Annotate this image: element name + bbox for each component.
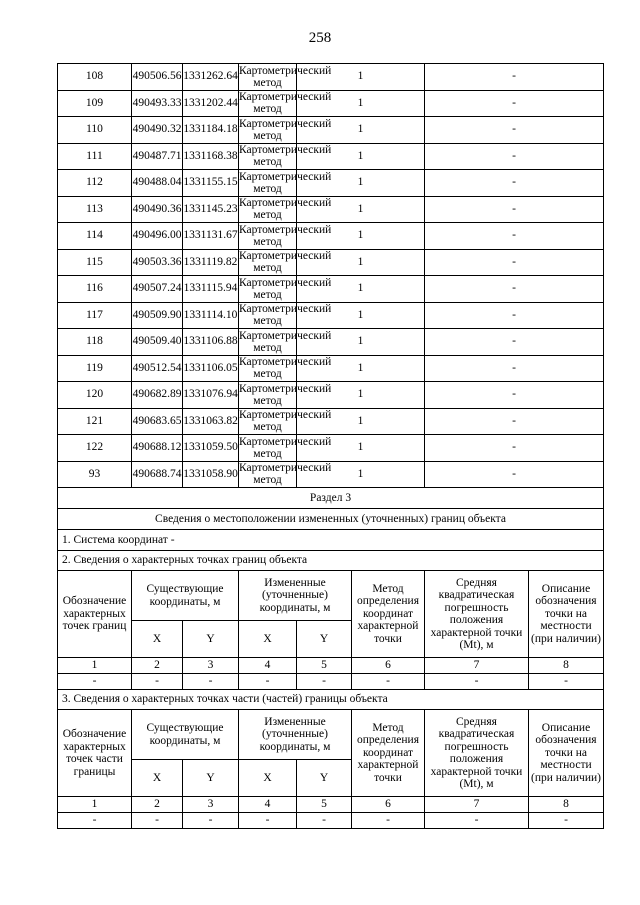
accuracy: 1 bbox=[297, 196, 425, 223]
h2-method: Метод определения координат характерной точки bbox=[352, 571, 425, 658]
coord-x: 490509.90 bbox=[132, 302, 183, 329]
description: - bbox=[425, 143, 604, 170]
description: - bbox=[425, 276, 604, 303]
point-number: 119 bbox=[58, 355, 132, 382]
point-number: 108 bbox=[58, 64, 132, 91]
method: Картометрический метод bbox=[239, 250, 332, 275]
accuracy: 1 bbox=[297, 249, 425, 276]
point-row bbox=[58, 435, 604, 462]
coord-x: 490688.12 bbox=[132, 435, 183, 462]
coord-y: 1331106.05 bbox=[183, 355, 239, 382]
coord-y: 1331202.44 bbox=[183, 90, 239, 117]
h3-method: Метод определения координат характерной точки bbox=[352, 710, 425, 797]
point-row bbox=[58, 302, 604, 329]
method: Картометрический метод bbox=[239, 276, 332, 301]
points-body bbox=[58, 64, 604, 488]
point-row bbox=[58, 90, 604, 117]
empty-row-2: - - - - - - - - bbox=[58, 674, 604, 690]
coord-x: 490493.33 bbox=[132, 90, 183, 117]
description: - bbox=[425, 435, 604, 462]
description: - bbox=[425, 355, 604, 382]
method: Картометрический метод bbox=[239, 64, 332, 89]
point-row bbox=[58, 249, 604, 276]
coord-y: 1331145.23 bbox=[183, 196, 239, 223]
point-number: 110 bbox=[58, 117, 132, 144]
page-number: 258 bbox=[308, 30, 332, 46]
method: Картометрический метод bbox=[239, 462, 332, 487]
coord-y: 1331155.15 bbox=[183, 170, 239, 197]
coord-x: 490503.36 bbox=[132, 249, 183, 276]
h3-accuracy: Средняя квадратическая погрешность положения характерной точки (Mt), м bbox=[425, 710, 529, 797]
h3-description: Описание обозначения точки на местности (при наличии) bbox=[529, 710, 604, 797]
coord-y: 1331058.90 bbox=[183, 461, 239, 488]
point-number: 115 bbox=[58, 249, 132, 276]
point-row bbox=[58, 276, 604, 303]
section-subtitle: Сведения о местоположении измененных (уточненных) границ объекта bbox=[58, 509, 604, 530]
method: Картометрический метод bbox=[239, 382, 332, 407]
description: - bbox=[425, 223, 604, 250]
coord-x: 490682.89 bbox=[132, 382, 183, 409]
accuracy: 1 bbox=[297, 408, 425, 435]
empty-row-3: - - - - - - - - bbox=[58, 813, 604, 829]
point-row bbox=[58, 223, 604, 250]
description: - bbox=[425, 64, 604, 91]
coord-y: 1331115.94 bbox=[183, 276, 239, 303]
h3-ch-x: X bbox=[239, 760, 297, 797]
point-number: 93 bbox=[58, 461, 132, 488]
description: - bbox=[425, 249, 604, 276]
accuracy: 1 bbox=[297, 461, 425, 488]
point-number: 109 bbox=[58, 90, 132, 117]
coord-x: 490506.56 bbox=[132, 64, 183, 91]
coord-x: 490507.24 bbox=[132, 276, 183, 303]
point-number: 111 bbox=[58, 143, 132, 170]
point-row bbox=[58, 117, 604, 144]
col-numbers-2: 1 2 3 4 5 6 7 8 bbox=[58, 658, 604, 674]
coord-x: 490490.36 bbox=[132, 196, 183, 223]
h3-changed: Измененные (уточненные) координаты, м bbox=[239, 710, 352, 760]
coord-x: 490509.40 bbox=[132, 329, 183, 356]
method: Картометрический метод bbox=[239, 91, 332, 116]
description: - bbox=[425, 170, 604, 197]
accuracy: 1 bbox=[297, 435, 425, 462]
section-title: Раздел 3 bbox=[58, 488, 604, 509]
point-row bbox=[58, 355, 604, 382]
coord-y: 1331119.82 bbox=[183, 249, 239, 276]
coord-y: 1331262.64 bbox=[183, 64, 239, 91]
point-number: 121 bbox=[58, 408, 132, 435]
h3-designation: Обозначение характерных точек части границы bbox=[58, 710, 132, 797]
h3-ex-x: X bbox=[132, 760, 183, 797]
description: - bbox=[425, 461, 604, 488]
coord-y: 1331076.94 bbox=[183, 382, 239, 409]
method: Картометрический метод bbox=[239, 144, 332, 169]
h2-ex-y: Y bbox=[183, 621, 239, 658]
point-row bbox=[58, 196, 604, 223]
coord-y: 1331063.82 bbox=[183, 408, 239, 435]
point-row bbox=[58, 143, 604, 170]
coord-y: 1331184.18 bbox=[183, 117, 239, 144]
method: Картометрический метод bbox=[239, 329, 332, 354]
description: - bbox=[425, 302, 604, 329]
accuracy: 1 bbox=[297, 276, 425, 303]
part3-title: 3. Сведения о характерных точках части (частей) границы объекта bbox=[58, 690, 604, 710]
point-number: 112 bbox=[58, 170, 132, 197]
h2-description: Описание обозначения точки на местности (при наличии) bbox=[529, 571, 604, 658]
part2-title: 2. Сведения о характерных точках границ объекта bbox=[58, 551, 604, 571]
point-row bbox=[58, 382, 604, 409]
point-row bbox=[58, 408, 604, 435]
coord-y: 1331168.38 bbox=[183, 143, 239, 170]
h3-ch-y: Y bbox=[297, 760, 352, 797]
method: Картометрический метод bbox=[239, 223, 332, 248]
h2-ch-y: Y bbox=[297, 621, 352, 658]
method: Картометрический метод bbox=[239, 170, 332, 195]
point-number: 116 bbox=[58, 276, 132, 303]
h3-ex-y: Y bbox=[183, 760, 239, 797]
point-number: 120 bbox=[58, 382, 132, 409]
point-number: 113 bbox=[58, 196, 132, 223]
coord-y: 1331131.67 bbox=[183, 223, 239, 250]
h2-changed: Измененные (уточненные) координаты, м bbox=[239, 571, 352, 621]
description: - bbox=[425, 90, 604, 117]
description: - bbox=[425, 329, 604, 356]
coord-x: 490496.00 bbox=[132, 223, 183, 250]
coord-x: 490488.04 bbox=[132, 170, 183, 197]
coord-system: 1. Система координат - bbox=[58, 530, 604, 551]
h2-designation: Обозначение характерных точек границ bbox=[58, 571, 132, 658]
accuracy: 1 bbox=[297, 117, 425, 144]
point-row bbox=[58, 170, 604, 197]
coord-x: 490688.74 bbox=[132, 461, 183, 488]
method: Картометрический метод bbox=[239, 303, 332, 328]
col-numbers-3: 1 2 3 4 5 6 7 8 bbox=[58, 797, 604, 813]
coord-y: 1331059.50 bbox=[183, 435, 239, 462]
coord-y: 1331106.88 bbox=[183, 329, 239, 356]
accuracy: 1 bbox=[297, 170, 425, 197]
h2-accuracy: Средняя квадратическая погрешность положения характерной точки (Mt), м bbox=[425, 571, 529, 658]
accuracy: 1 bbox=[297, 64, 425, 91]
point-row bbox=[58, 461, 604, 488]
h3-existing: Существующие координаты, м bbox=[132, 710, 239, 760]
point-number: 117 bbox=[58, 302, 132, 329]
accuracy: 1 bbox=[297, 90, 425, 117]
accuracy: 1 bbox=[297, 329, 425, 356]
description: - bbox=[425, 408, 604, 435]
accuracy: 1 bbox=[297, 302, 425, 329]
point-row bbox=[58, 64, 604, 91]
coord-x: 490487.71 bbox=[132, 143, 183, 170]
point-number: 114 bbox=[58, 223, 132, 250]
method: Картометрический метод bbox=[239, 356, 332, 381]
accuracy: 1 bbox=[297, 355, 425, 382]
coord-x: 490490.32 bbox=[132, 117, 183, 144]
coord-x: 490683.65 bbox=[132, 408, 183, 435]
point-row bbox=[58, 329, 604, 356]
method: Картометрический метод bbox=[239, 117, 332, 142]
method: Картометрический метод bbox=[239, 409, 332, 434]
description: - bbox=[425, 196, 604, 223]
accuracy: 1 bbox=[297, 143, 425, 170]
method: Картометрический метод bbox=[239, 197, 332, 222]
h2-existing: Существующие координаты, м bbox=[132, 571, 239, 621]
accuracy: 1 bbox=[297, 382, 425, 409]
h2-ch-x: X bbox=[239, 621, 297, 658]
accuracy: 1 bbox=[297, 223, 425, 250]
coord-x: 490512.54 bbox=[132, 355, 183, 382]
point-number: 122 bbox=[58, 435, 132, 462]
description: - bbox=[425, 117, 604, 144]
boundary-points-table bbox=[57, 63, 604, 829]
point-number: 118 bbox=[58, 329, 132, 356]
description: - bbox=[425, 382, 604, 409]
coord-y: 1331114.10 bbox=[183, 302, 239, 329]
h2-ex-x: X bbox=[132, 621, 183, 658]
method: Картометрический метод bbox=[239, 435, 332, 460]
